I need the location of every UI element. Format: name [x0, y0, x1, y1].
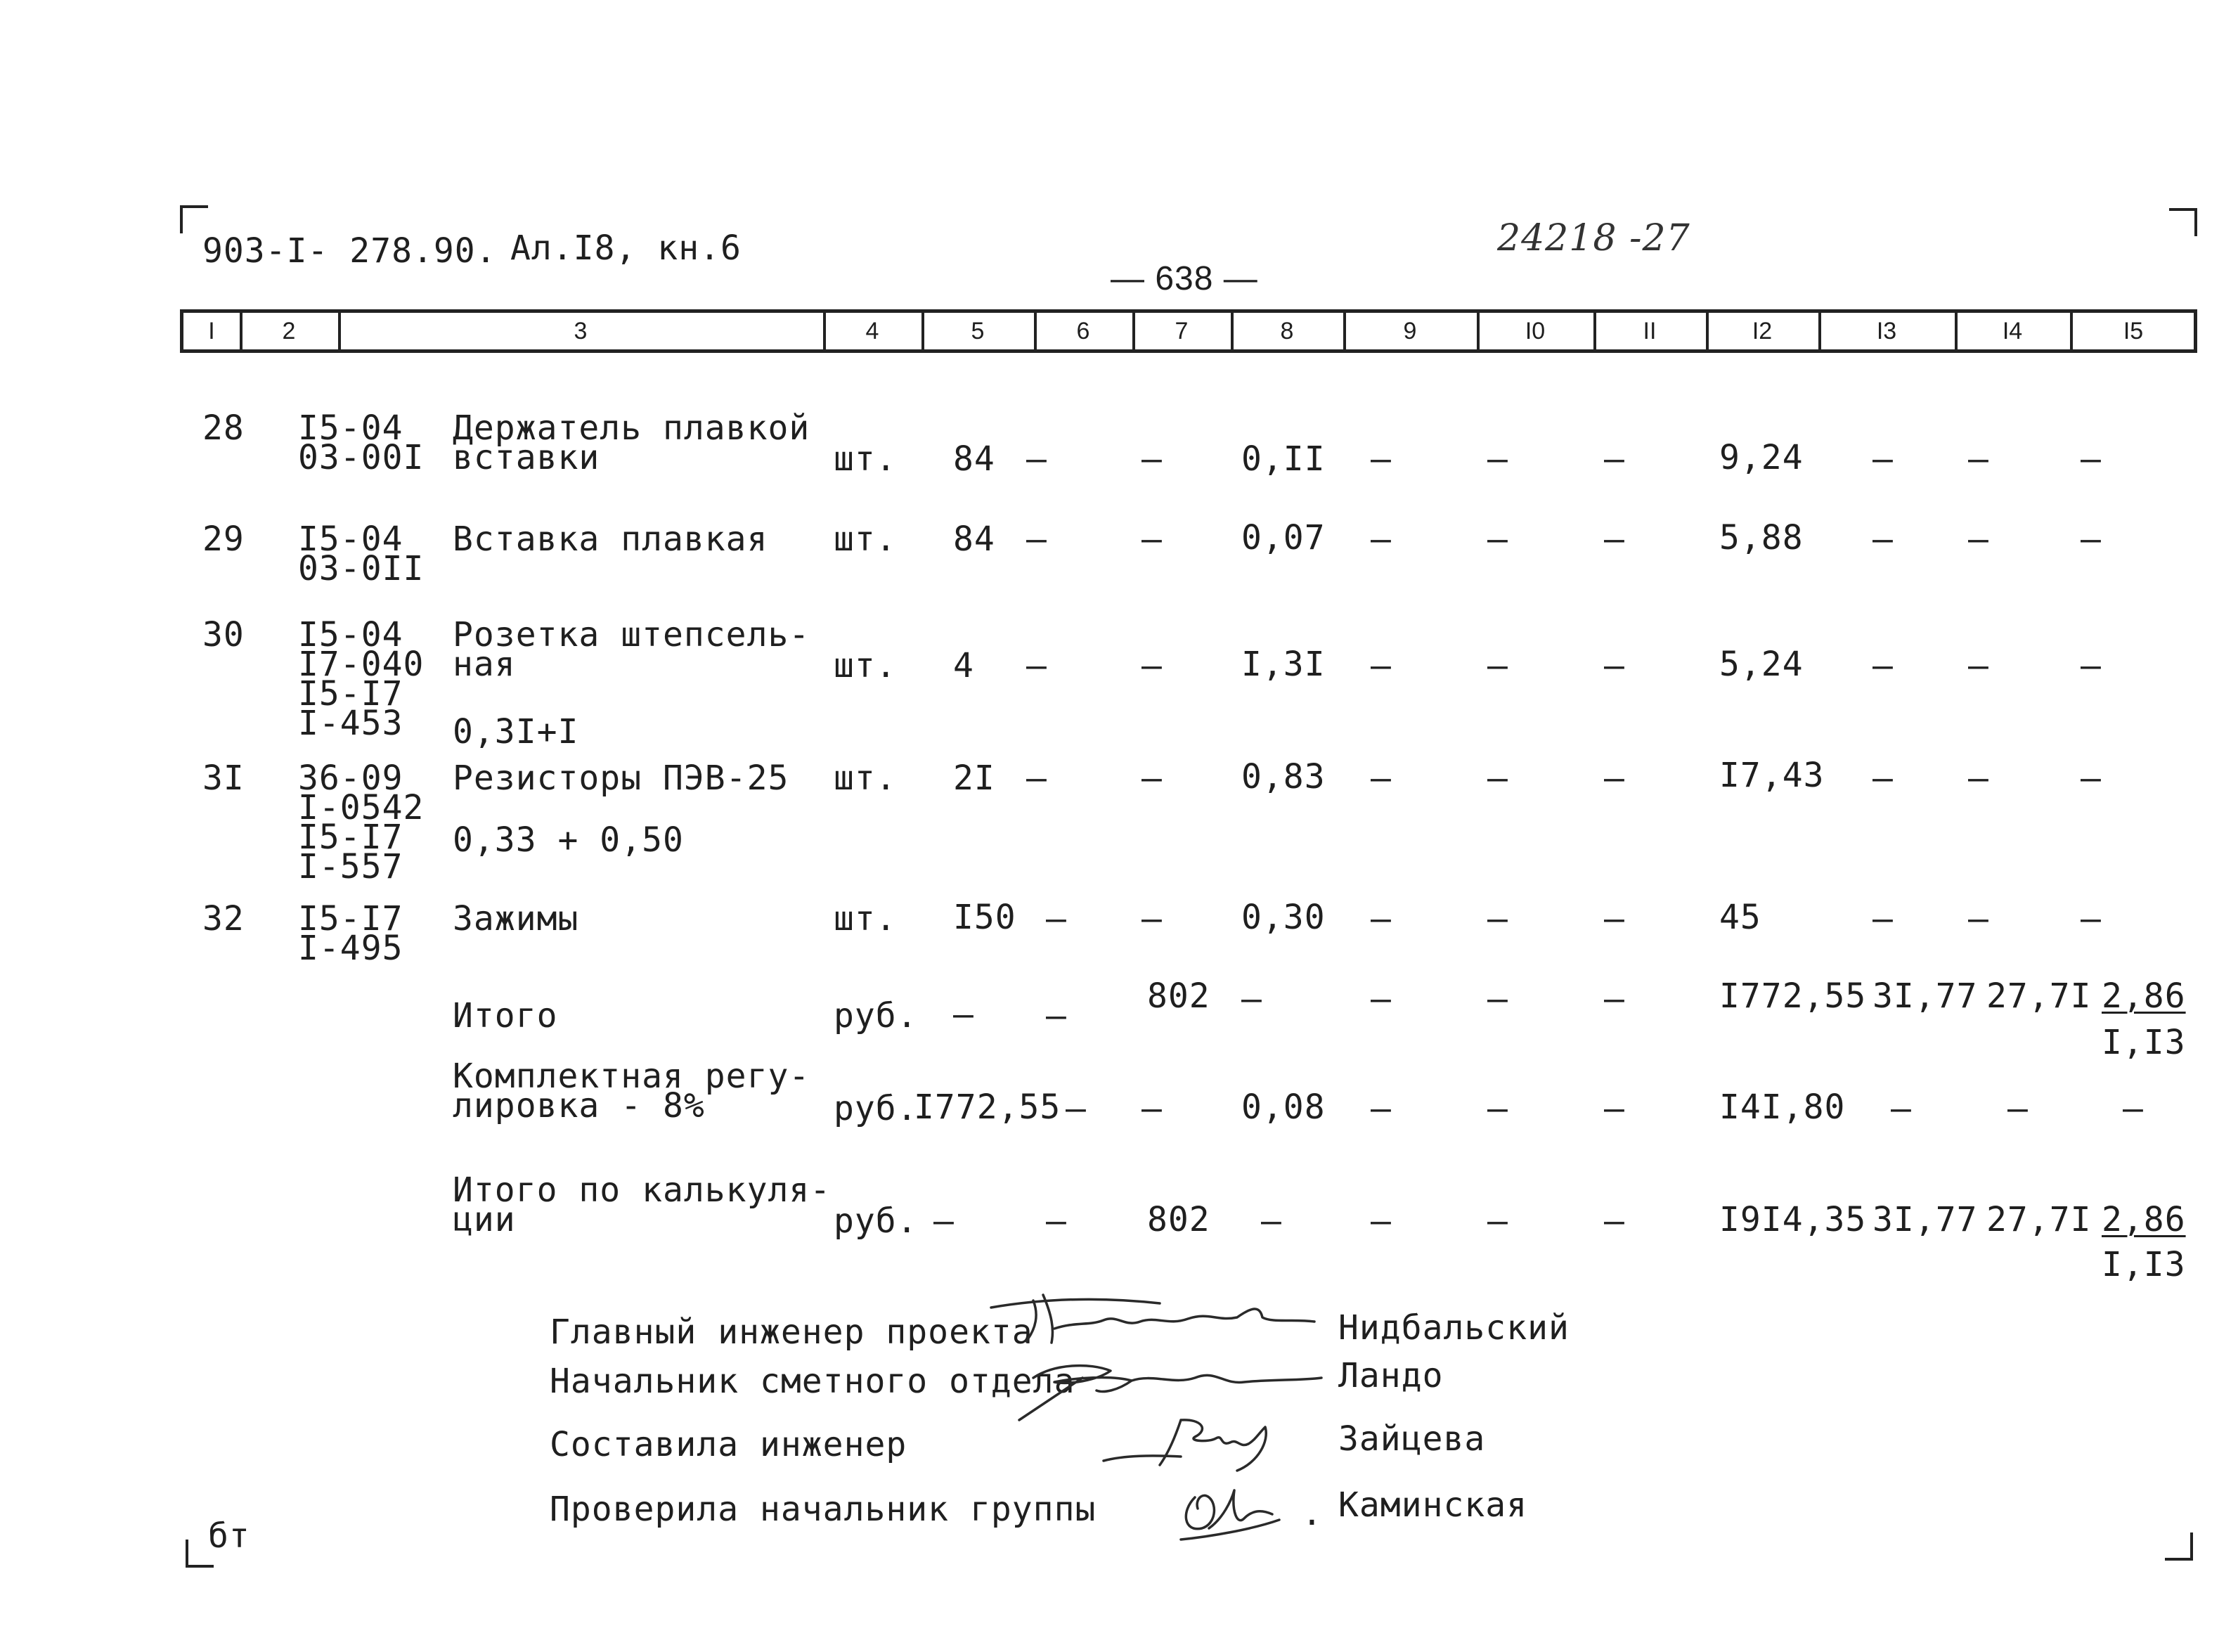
signature-dot: . — [1302, 1494, 1323, 1533]
quantity: 84 — [953, 439, 995, 479]
quantity: 4 — [953, 646, 974, 685]
column-header-8: 8 — [1280, 317, 1294, 344]
col-14: – — [1968, 439, 1989, 479]
norm-code: I5-04 — [298, 408, 403, 448]
handwritten-signature — [984, 1286, 1321, 1350]
signature-name: Нидбальский — [1338, 1308, 1570, 1348]
col-13: – — [1872, 520, 1894, 559]
col-9: – — [1371, 759, 1392, 798]
col-11: – — [1604, 759, 1625, 798]
col-11: – — [1604, 1089, 1625, 1128]
page-number: — 638 — — [1111, 260, 1258, 297]
col-7: 802 — [1147, 1200, 1210, 1239]
unit: шт. — [834, 759, 897, 798]
col-13: – — [1872, 439, 1894, 479]
col-6: – — [1026, 646, 1047, 685]
column-header-3: 3 — [574, 317, 588, 344]
row-number: 3I — [202, 759, 245, 798]
col-10: – — [1487, 899, 1508, 938]
item-name: вставки — [453, 438, 600, 477]
col-11: – — [1604, 1201, 1625, 1241]
col-15: – — [2081, 439, 2102, 479]
total-label: Итого — [453, 996, 558, 1035]
col-7: – — [1141, 520, 1163, 559]
col-15: – — [2081, 899, 2102, 938]
column-header-2: 2 — [282, 317, 296, 344]
column-header-4: 4 — [865, 317, 879, 344]
col-12: I4I,80 — [1719, 1088, 1846, 1127]
row-number: 30 — [202, 615, 245, 654]
col-12: I772,55 — [1719, 976, 1867, 1016]
col-6: – — [1026, 759, 1047, 798]
column-header-5: 5 — [971, 317, 985, 344]
corner-mark-bottom-right — [2165, 1532, 2193, 1561]
col-9: – — [1371, 899, 1392, 938]
signature-name: Ландо — [1338, 1356, 1444, 1395]
norm-code: I-495 — [298, 929, 403, 968]
norm-code: I7-040 — [298, 645, 425, 684]
col-15: – — [2123, 1089, 2144, 1128]
column-header-9: 9 — [1403, 317, 1417, 344]
col-11: – — [1604, 979, 1625, 1019]
signature-name: Каминская — [1338, 1485, 1528, 1525]
norm-code: I-453 — [298, 704, 403, 743]
col-8: 0,07 — [1241, 518, 1326, 557]
col-9: – — [1371, 1201, 1392, 1241]
col-12: I9I4,35 — [1719, 1200, 1867, 1239]
col-11: – — [1604, 439, 1625, 479]
unit: шт. — [834, 439, 897, 479]
item-note: 0,33 + 0,50 — [453, 820, 684, 860]
unit: руб. — [834, 1089, 918, 1128]
corner-mark-top-left — [180, 205, 208, 233]
handwritten-reference: 24218 -27 — [1497, 217, 1690, 259]
col-6: – — [1066, 1089, 1087, 1128]
col-10: – — [1487, 646, 1508, 685]
column-header-row — [180, 309, 2197, 353]
col-11: – — [1604, 520, 1625, 559]
adjustment-label: Комплектная регу- — [453, 1057, 810, 1096]
quantity: I50 — [953, 898, 1016, 937]
col-7: – — [1141, 1089, 1163, 1128]
column-header-14: I4 — [2002, 317, 2023, 344]
col-9: – — [1371, 646, 1392, 685]
col-13: 3I,77 — [1872, 976, 1978, 1016]
signature-name: Зайцева — [1338, 1419, 1486, 1459]
norm-code: I-557 — [298, 847, 403, 886]
item-name: Резисторы ПЭВ-25 — [453, 759, 789, 798]
col-8: I,3I — [1241, 645, 1326, 684]
col-11: – — [1604, 899, 1625, 938]
column-header-15: I5 — [2123, 317, 2144, 344]
handwritten-signature — [1167, 1469, 1307, 1547]
col-15: – — [2081, 759, 2102, 798]
col-7: – — [1141, 646, 1163, 685]
quantity: – — [933, 1201, 955, 1241]
column-header-1: I — [208, 317, 215, 344]
col-15-denominator: I,I3 — [2102, 1023, 2186, 1062]
col-7: 802 — [1147, 976, 1210, 1016]
col-14: 27,7I — [1986, 976, 2092, 1016]
unit: шт. — [834, 520, 897, 559]
col-14: – — [1968, 646, 1989, 685]
item-name: ная — [453, 645, 516, 684]
col-10: – — [1487, 979, 1508, 1019]
col-15-denominator: I,I3 — [2102, 1245, 2186, 1284]
grand-total-label: ции — [453, 1200, 516, 1239]
col-14: – — [1968, 899, 1989, 938]
unit: руб. — [834, 1201, 918, 1241]
unit: шт. — [834, 646, 897, 685]
col-15: – — [2081, 520, 2102, 559]
col-9: – — [1371, 1089, 1392, 1128]
col-8: 0,II — [1241, 439, 1326, 479]
col-13: – — [1891, 1089, 1912, 1128]
norm-code: I5-04 — [298, 520, 403, 559]
norm-code: I-0542 — [298, 788, 425, 827]
row-number: 32 — [202, 899, 245, 938]
col-14: 27,7I — [1986, 1200, 2092, 1239]
signature-role: Составила инженер — [550, 1425, 907, 1464]
col-9: – — [1371, 439, 1392, 479]
col-10: – — [1487, 439, 1508, 479]
column-header-12: I2 — [1752, 317, 1773, 344]
col-6: – — [1046, 996, 1067, 1035]
signature-role: Главный инженер проекта — [550, 1312, 1033, 1352]
col-8: 0,08 — [1241, 1088, 1326, 1127]
column-header-7: 7 — [1175, 317, 1189, 344]
norm-code: I5-I7 — [298, 899, 403, 938]
col-11: – — [1604, 646, 1625, 685]
col-13: – — [1872, 646, 1894, 685]
item-name: Держатель плавкой — [453, 408, 810, 448]
col-13: – — [1872, 759, 1894, 798]
handwritten-signature — [1097, 1406, 1321, 1476]
col-6: – — [1046, 899, 1067, 938]
col-14: – — [2007, 1089, 2029, 1128]
column-header-13: I3 — [1876, 317, 1897, 344]
adjustment-label: лировка - 8% — [453, 1086, 705, 1125]
norm-code: I5-I7 — [298, 818, 403, 857]
col-7: – — [1141, 439, 1163, 479]
corner-mark-top-right — [2169, 208, 2197, 236]
col-10: – — [1487, 520, 1508, 559]
norm-code: 36-09 — [298, 759, 403, 798]
col-6: – — [1046, 1201, 1067, 1241]
column-header-11: II — [1643, 317, 1657, 344]
col-12: 5,24 — [1719, 645, 1804, 684]
col-8: 0,83 — [1241, 757, 1326, 796]
column-header-6: 6 — [1076, 317, 1090, 344]
col-13: – — [1872, 899, 1894, 938]
quantity: 2I — [953, 759, 995, 798]
album-ref: Ал.I8, кн.6 — [510, 228, 742, 268]
col-13: 3I,77 — [1872, 1200, 1978, 1239]
row-number: 29 — [202, 520, 245, 559]
item-name: Розетка штепсель- — [453, 615, 810, 654]
col-14: – — [1968, 520, 1989, 559]
column-header-10: I0 — [1525, 317, 1546, 344]
col-12: 5,88 — [1719, 518, 1804, 557]
col-12: I7,43 — [1719, 756, 1825, 795]
norm-code: I5-04 — [298, 615, 403, 654]
col-12: 9,24 — [1719, 438, 1804, 477]
quantity: I772,55 — [914, 1088, 1061, 1127]
item-note: 0,3I+I — [453, 712, 579, 751]
col-15-numerator: 2,86 — [2102, 976, 2186, 1016]
col-10: – — [1487, 1201, 1508, 1241]
col-8: 0,30 — [1241, 898, 1326, 937]
signature-role: Начальник сметного отдела — [550, 1362, 1075, 1401]
col-8: – — [1241, 979, 1262, 1019]
item-name: Зажимы — [453, 899, 579, 938]
norm-code: 03-00I — [298, 438, 425, 477]
col-14: – — [1968, 759, 1989, 798]
col-10: – — [1487, 759, 1508, 798]
col-6: – — [1026, 439, 1047, 479]
quantity: 84 — [953, 520, 995, 559]
footer-mark: бт — [208, 1516, 250, 1556]
grand-total-label: Итого по калькуля- — [453, 1170, 832, 1210]
item-name: Вставка плавкая — [453, 520, 768, 559]
col-10: – — [1487, 1089, 1508, 1128]
col-15-numerator: 2,86 — [2102, 1200, 2186, 1239]
unit: руб. — [834, 996, 918, 1035]
col-12: 45 — [1719, 898, 1761, 937]
col-9: – — [1371, 979, 1392, 1019]
quantity: – — [953, 995, 974, 1034]
col-8: – — [1261, 1201, 1282, 1241]
col-7: – — [1141, 759, 1163, 798]
col-15: – — [2081, 646, 2102, 685]
col-7: – — [1141, 899, 1163, 938]
unit: шт. — [834, 899, 897, 938]
doc-code: 903-I- 278.90. — [202, 231, 497, 271]
col-9: – — [1371, 520, 1392, 559]
norm-code: I5-I7 — [298, 674, 403, 714]
col-6: – — [1026, 520, 1047, 559]
norm-code: 03-0II — [298, 549, 425, 588]
row-number: 28 — [202, 408, 245, 448]
signature-role: Проверила начальник группы — [550, 1490, 1097, 1529]
